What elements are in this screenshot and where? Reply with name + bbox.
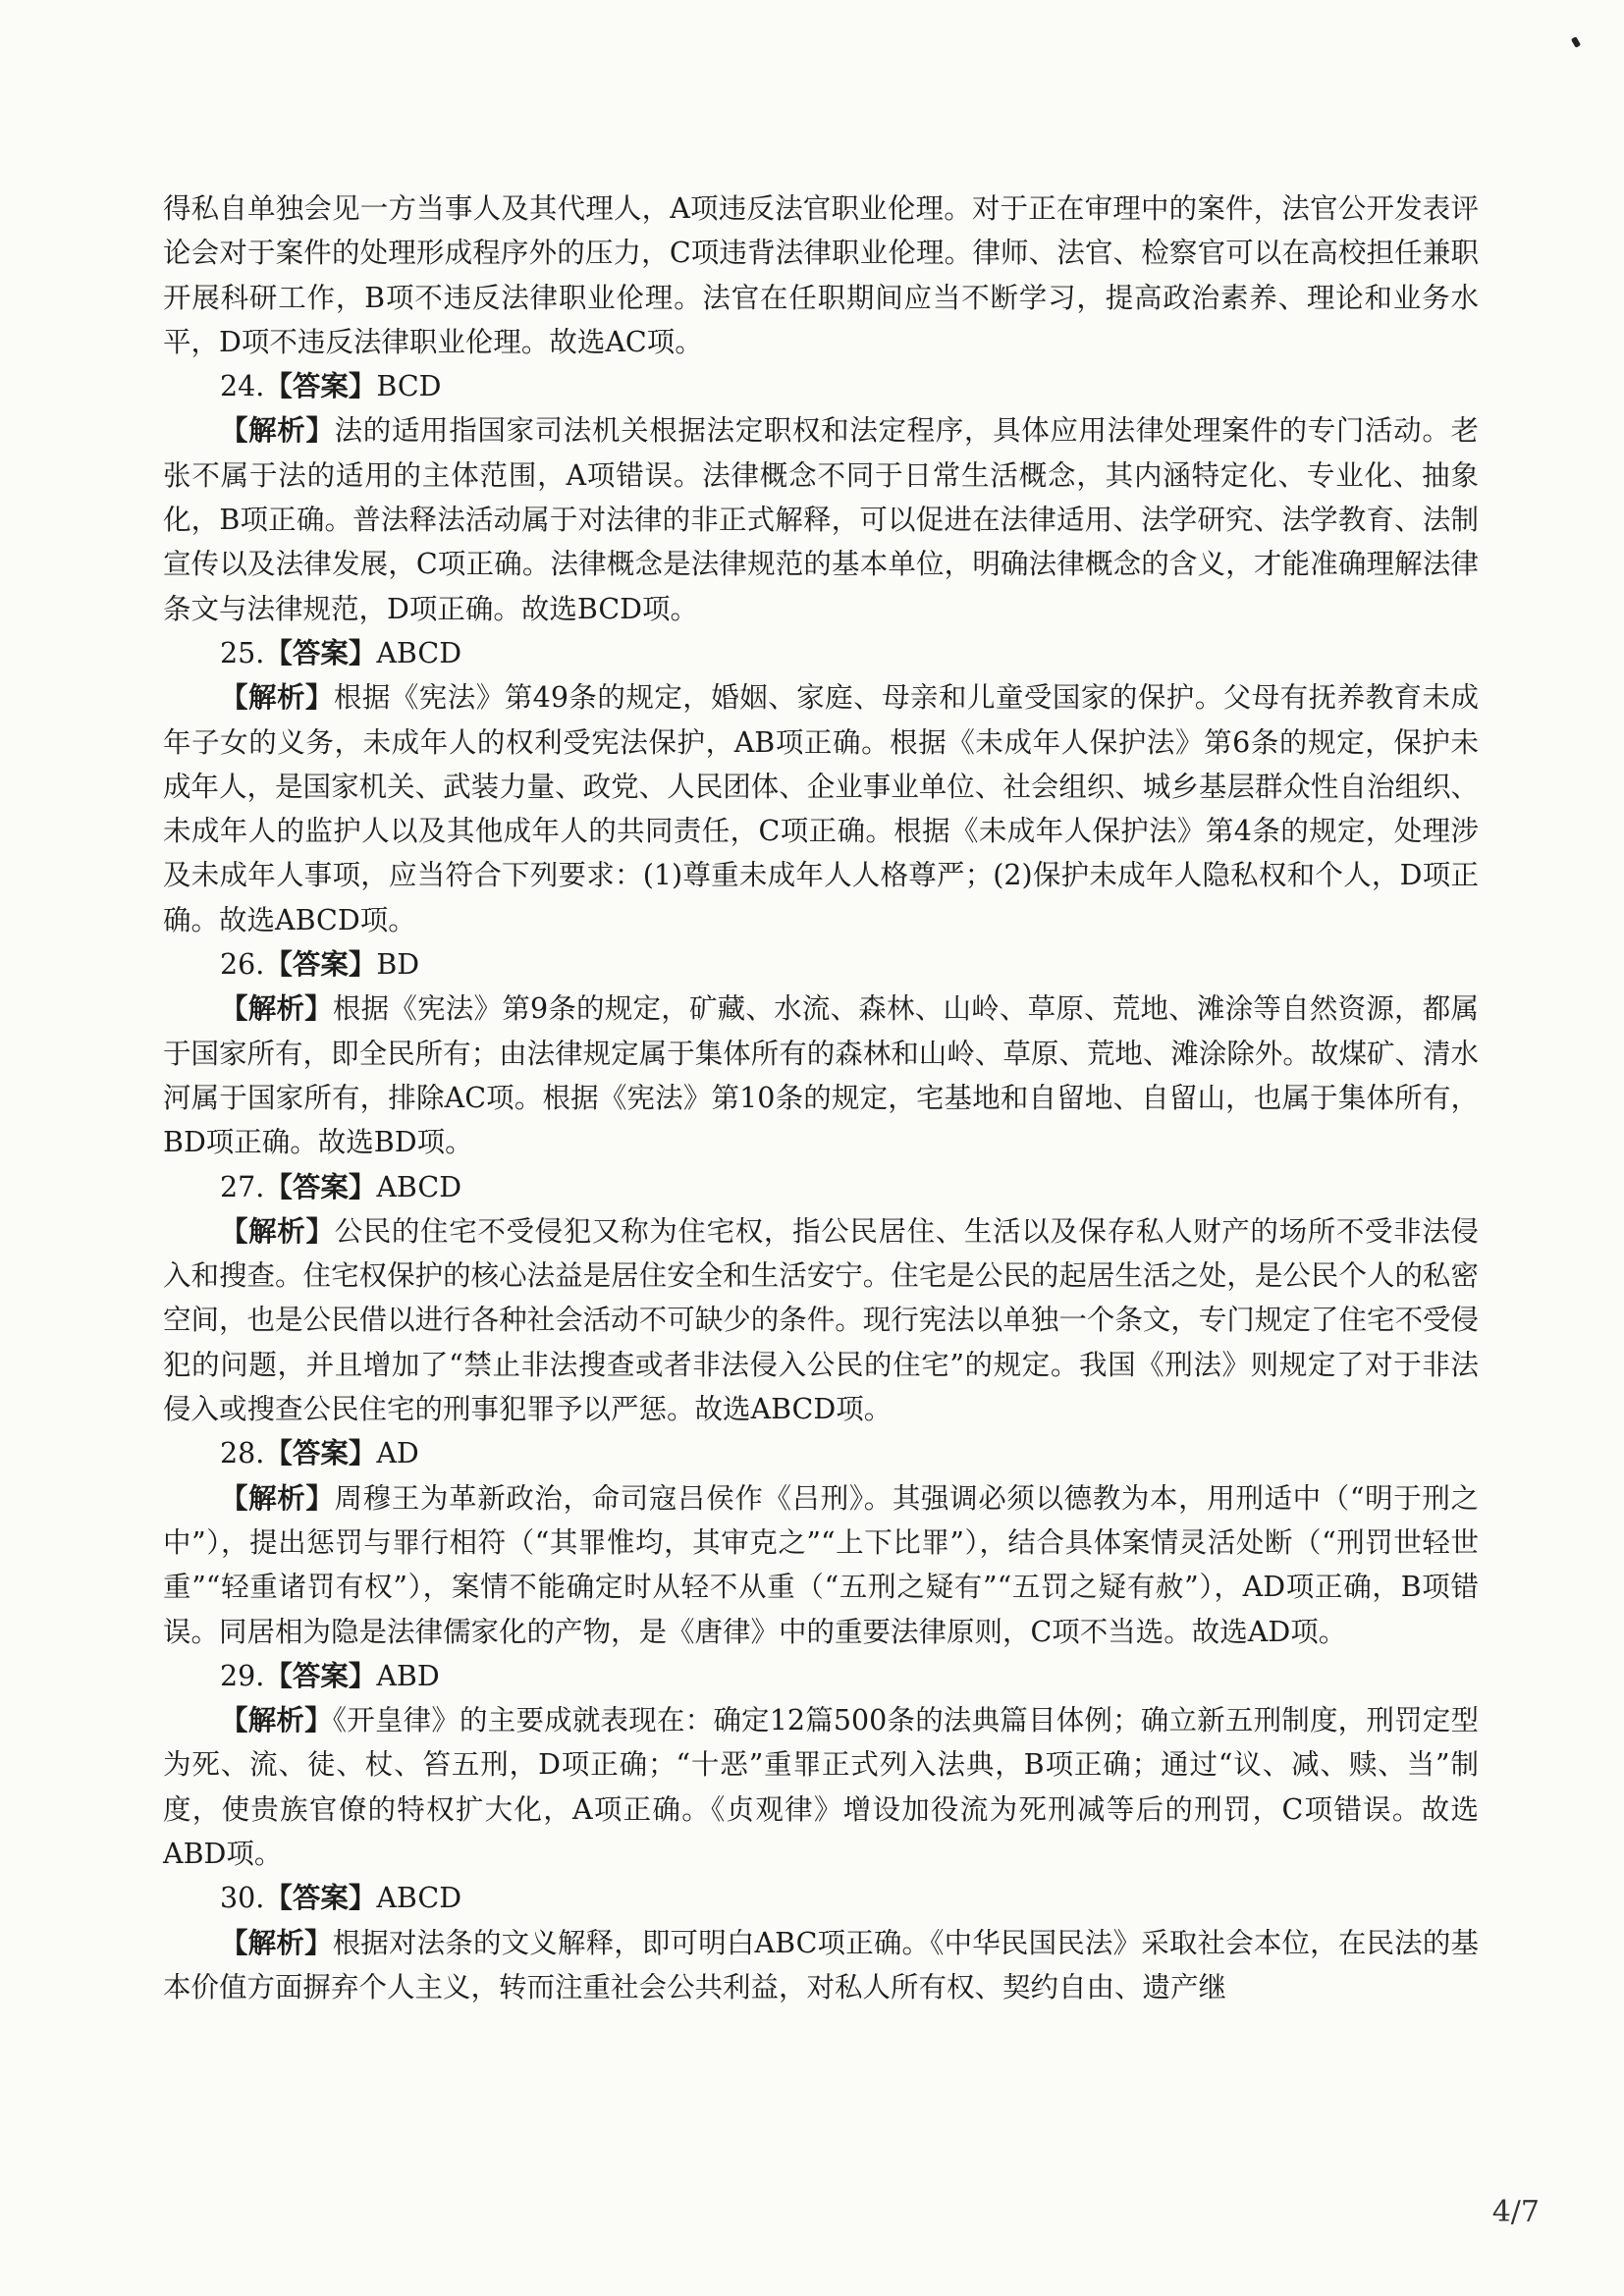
analysis-paragraph	[163, 1476, 1479, 1654]
question-number: 28.	[220, 1437, 265, 1470]
answer-item-27	[163, 1165, 1479, 1432]
answer-heading	[163, 1654, 1479, 1698]
intro-paragraph: 得私自单独会见一方当事人及其代理人，A项违反法官职业伦理。对于正在审理中的案件，法官公开发表评论会对于案件的处理形成程序外的压力，C项违背法律职业伦理。律师、法官、检察官可以在高校担任兼职开展科研工作，B项不违反法律职业伦理。法官在任职期间应当不断学习，提高政治素养、理论和业务水平，D项不违反法律职业伦理。故选AC项。	[163, 192, 1479, 358]
answer-item-25	[163, 631, 1479, 942]
page-number: 4/7	[1491, 2195, 1540, 2229]
answer-label: 【答案】	[264, 1170, 377, 1203]
answer-heading	[163, 1876, 1479, 1920]
answer-item-24	[163, 364, 1479, 631]
answer-value: AD	[376, 1437, 419, 1470]
answer-value: ABD	[376, 1659, 440, 1692]
answer-heading	[163, 1431, 1479, 1475]
answer-value: ABCD	[376, 1882, 462, 1915]
answer-label: 【答案】	[264, 1882, 377, 1915]
answer-heading	[163, 942, 1479, 987]
answer-item-26	[163, 942, 1479, 1164]
analysis-paragraph	[163, 1209, 1479, 1431]
analysis-text: 《开皇律》的主要成就表现在：确定12篇500条的法典篇目体例；确立新五刑制度，刑罚定型为死、流、徒、杖、笞五刑，D项正确；“十恶”重罪正式列入法典，B项正确；通过“议、减、赎、当”制度，使贵族官僚的特权扩大化，A项正确。《贞观律》增设加役流为死刑减等后的刑罚，C项错误。故选ABD项。	[163, 1704, 1479, 1870]
analysis-text: 公民的住宅不受侵犯又称为住宅权，指公民居住、生活以及保存私人财产的场所不受非法侵入和搜查。住宅权保护的核心法益是居住安全和生活安宁。住宅是公民的起居生活之处，是公民个人的私密空间，也是公民借以进行各种社会活动不可缺少的条件。现行宪法以单独一个条文，专门规定了住宅不受侵犯的问题，并且增加了“禁止非法搜查或者非法侵入公民的住宅”的规定。我国《刑法》则规定了对于非法侵入或搜查公民住宅的刑事犯罪予以严惩。故选ABCD项。	[163, 1214, 1479, 1426]
answer-value: ABCD	[376, 636, 462, 669]
analysis-text: 根据对法条的文义解释，即可明白ABC项正确。《中华民国民法》采取社会本位，在民法的基本价值方面摒弃个人主义，转而注重社会公共利益，对私人所有权、契约自由、遗产继	[163, 1926, 1479, 2003]
answer-item-28	[163, 1431, 1479, 1653]
answer-label: 【答案】	[264, 636, 377, 669]
analysis-label: 【解析】	[220, 1481, 335, 1515]
answer-value: BD	[376, 948, 420, 982]
answer-value: BCD	[376, 370, 442, 403]
question-number: 25.	[220, 636, 265, 669]
analysis-text: 法的适用指国家司法机关根据法定职权和法定程序，具体应用法律处理案件的专门活动。老张不属于法的适用的主体范围，A项错误。法律概念不同于日常生活概念，其内涵特定化、专业化、抽象化，B项正确。普法释法活动属于对法律的非正式解释，可以促进在法律适用、法学研究、法学教育、法制宣传以及法律发展，C项正确。法律概念是法律规范的基本单位，明确法律概念的含义，才能准确理解法律条文与法律规范，D项正确。故选BCD项。	[163, 414, 1479, 625]
analysis-text: 根据《宪法》第9条的规定，矿藏、水流、森林、山岭、草原、荒地、滩涂等自然资源，都属于国家所有，即全民所有；由法律规定属于集体所有的森林和山岭、草原、荒地、滩涂除外。故煤矿、清水河属于国家所有，排除AC项。根据《宪法》第10条的规定，宅基地和自留地、自留山，也属于集体所有，BD项正确。故选BD项。	[163, 992, 1479, 1159]
answer-heading	[163, 631, 1479, 675]
analysis-label: 【解析】	[220, 1214, 335, 1248]
answer-label: 【答案】	[264, 1437, 377, 1470]
answer-value: ABCD	[376, 1170, 462, 1203]
analysis-label: 【解析】	[220, 414, 335, 448]
analysis-label: 【解析】	[220, 1704, 333, 1737]
question-number: 26.	[220, 948, 265, 982]
answer-label: 【答案】	[264, 370, 377, 403]
answer-label: 【答案】	[264, 948, 377, 982]
scan-mark	[1571, 36, 1581, 48]
answer-item-30	[163, 1876, 1479, 2009]
analysis-text: 根据《宪法》第49条的规定，婚姻、家庭、母亲和儿童受国家的保护。父母有抚养教育未成年子女的义务，未成年人的权利受宪法保护，AB项正确。根据《未成年人保护法》第6条的规定，保护未成年人，是国家机关、武装力量、政党、人民团体、企业事业单位、社会组织、城乡基层群众性自治组织、未成年人的监护人以及其他成年人的共同责任，C项正确。根据《未成年人保护法》第4条的规定，处理涉及未成年人事项，应当符合下列要求：(1)尊重未成年人人格尊严；(2)保护未成年人隐私权和个人，D项正确。故选ABCD项。	[163, 681, 1479, 936]
question-number: 30.	[220, 1882, 265, 1915]
analysis-paragraph	[163, 1921, 1479, 2010]
answer-label: 【答案】	[264, 1659, 377, 1692]
analysis-label: 【解析】	[220, 681, 334, 715]
analysis-paragraph	[163, 675, 1479, 942]
answer-content	[163, 187, 1479, 2009]
answer-item-29	[163, 1654, 1479, 1876]
question-number: 29.	[220, 1659, 265, 1692]
answer-heading	[163, 364, 1479, 408]
analysis-label: 【解析】	[220, 992, 333, 1026]
question-number: 27.	[220, 1170, 265, 1203]
answer-heading	[163, 1165, 1479, 1209]
analysis-paragraph	[163, 987, 1479, 1164]
analysis-label: 【解析】	[220, 1926, 333, 1959]
analysis-paragraph	[163, 1698, 1479, 1876]
analysis-text: 周穆王为革新政治，命司寇吕侯作《吕刑》。其强调必须以德教为本，用刑适中（“明于刑之中”），提出惩罚与罪行相符（“其罪惟均，其审克之”“上下比罪”），结合具体案情灵活处断（“刑罚世轻世重”“轻重诸罚有权”），案情不能确定时从轻不从重（“五刑之疑有”“五罚之疑有赦”），AD项正确，B项错误。同居相为隐是法律儒家化的产物，是《唐律》中的重要法律原则，C项不当选。故选AD项。	[163, 1481, 1479, 1648]
analysis-paragraph	[163, 408, 1479, 630]
question-number: 24.	[220, 370, 265, 403]
